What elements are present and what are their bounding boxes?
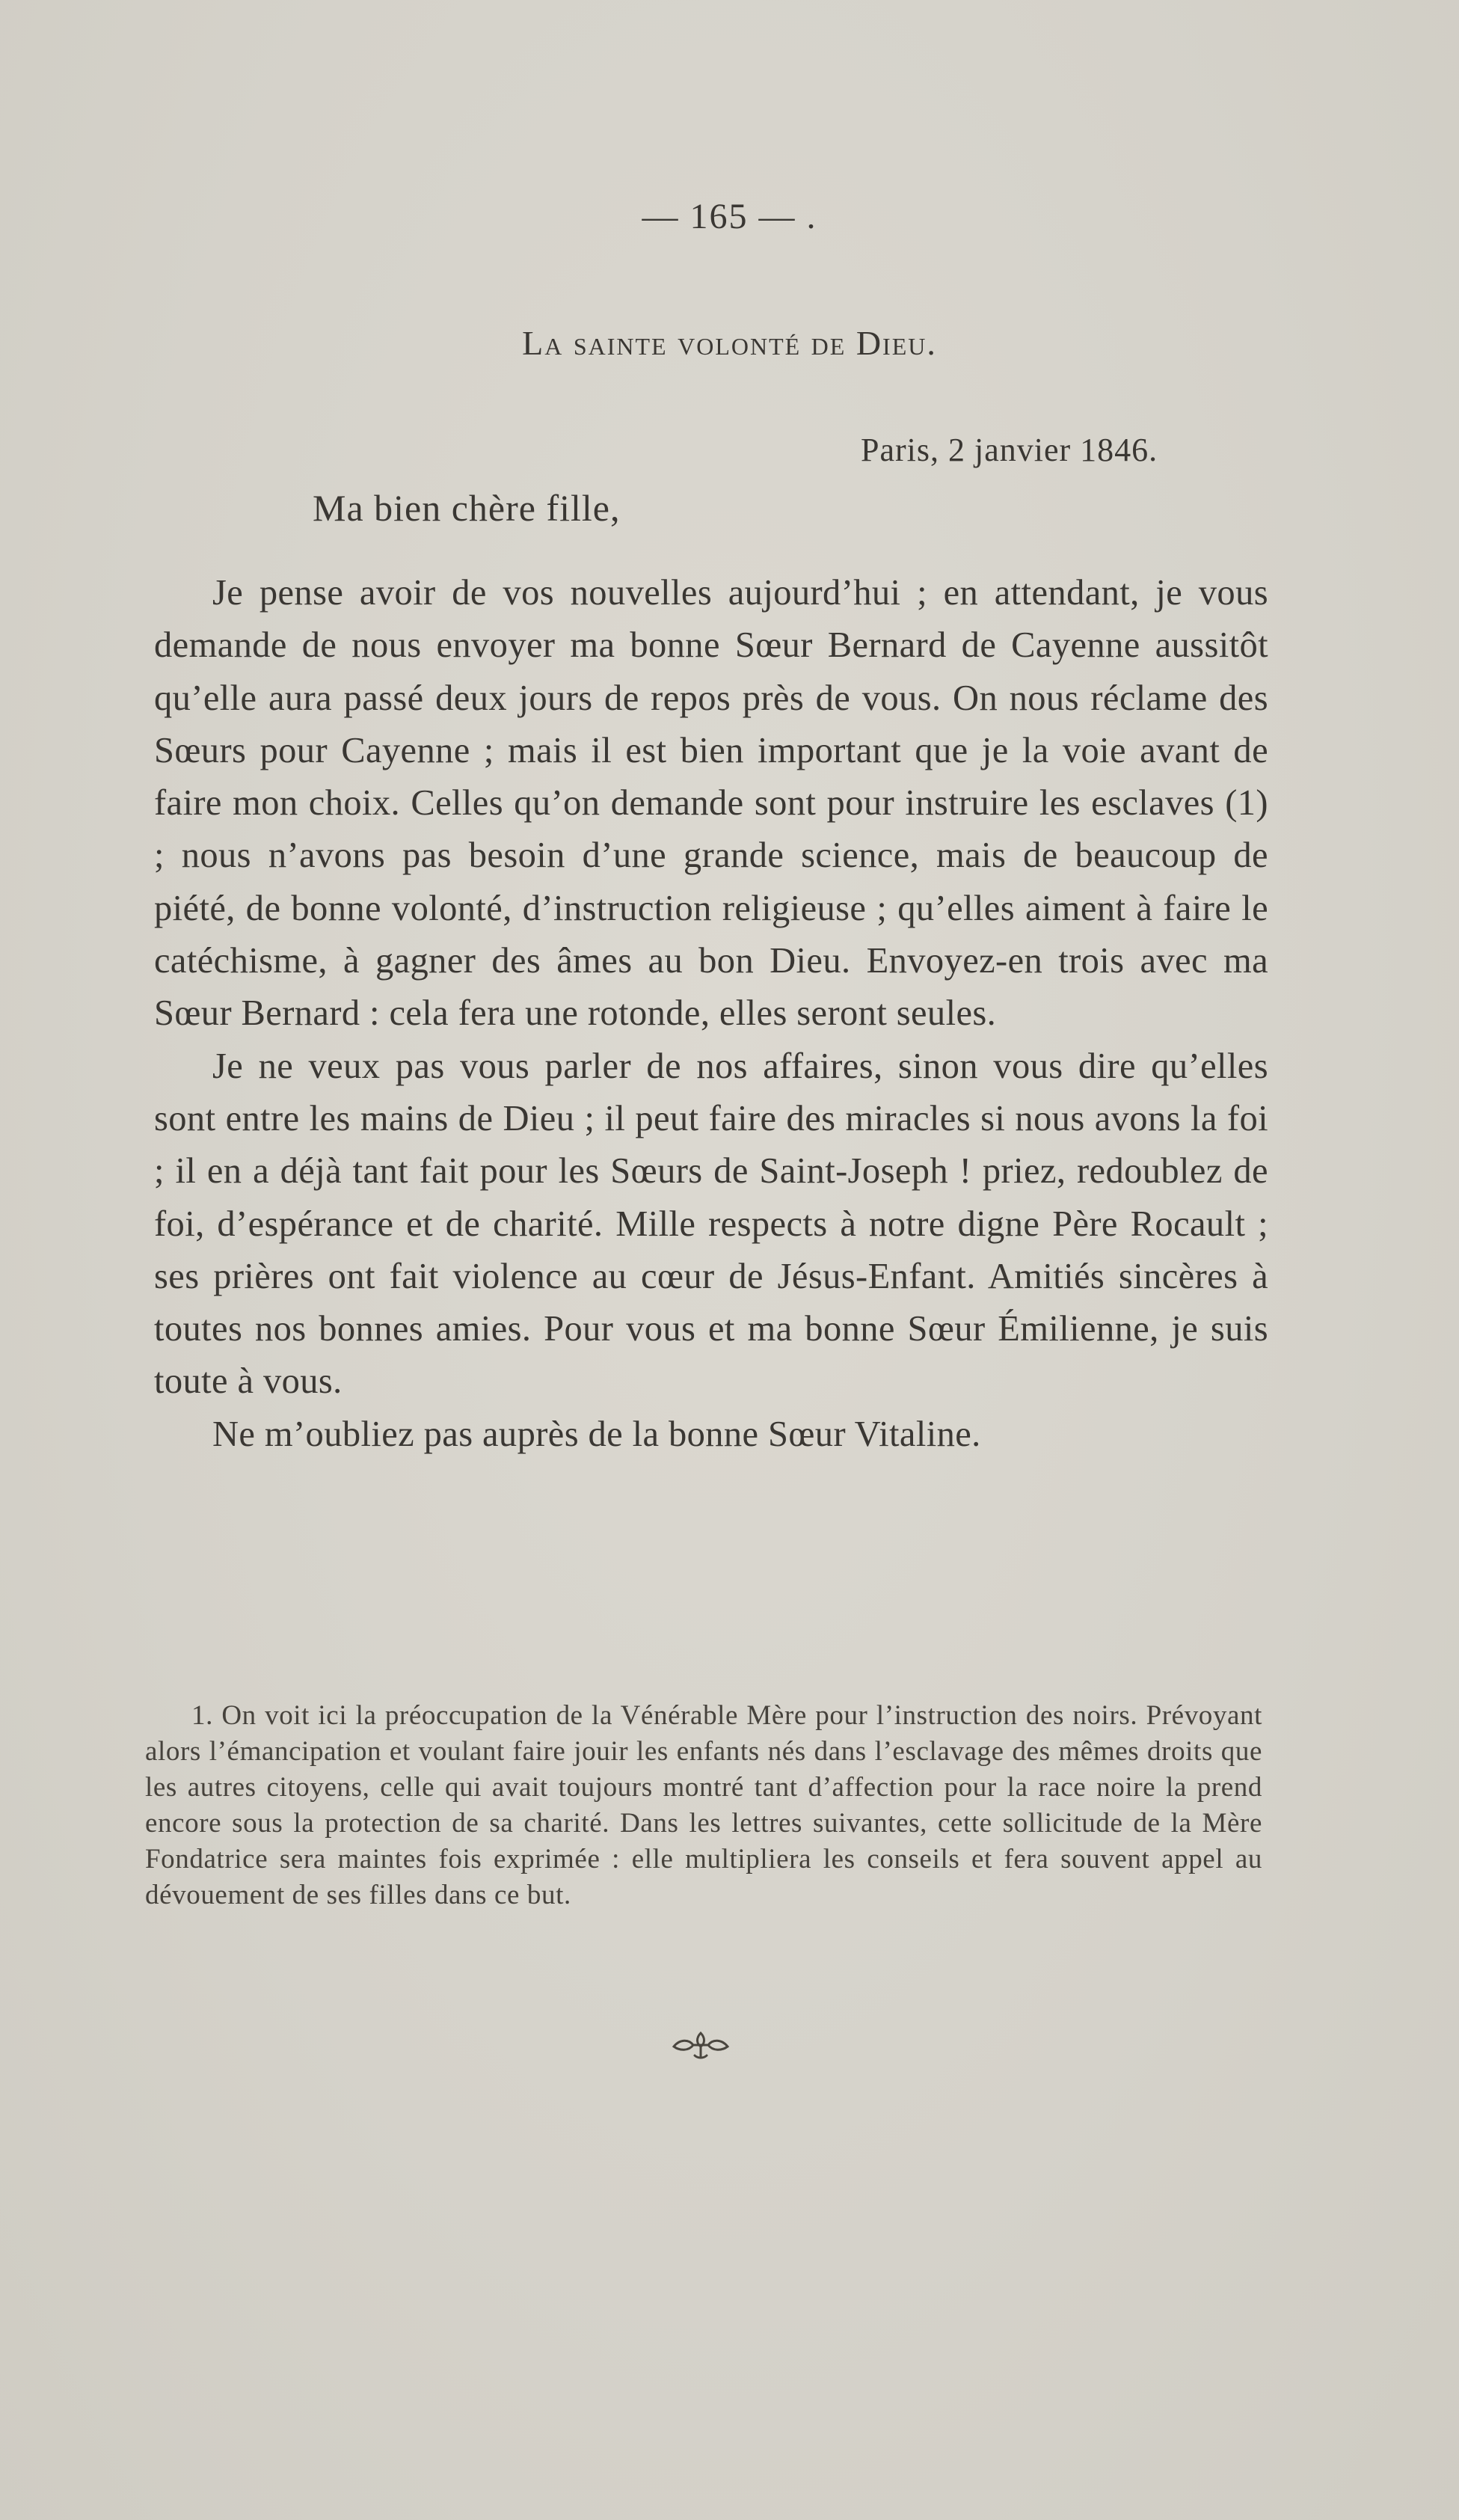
salutation: Ma bien chère fille, [313,487,621,529]
fleuron-icon [669,2029,732,2061]
paragraph-3: Ne m’oubliez pas auprès de la bonne Sœur Vitaline. [212,1414,981,1454]
letter-title: La sainte volonté de Dieu. [522,324,937,362]
page-number: — 165 — . [642,197,817,236]
dateline: Paris, 2 janvier 1846. [861,432,1158,468]
paragraph-2: Je ne veux pas vous parler de nos affaires, sinon vous dire qu’elles sont entre les mains de Dieu ; il peut faire des miracles si nous avons la foi ; il en a déjà tant fait pour les Sœurs de Saint-Joseph ! priez, redoublez de foi, d’espérance et de charité. Mille respects à notre digne Père Rocault ; ses prières ont fait violence au cœur de Jésus-Enfant. Amitiés sincères à toutes nos bonnes amies. Pour vous et ma bonne Sœur Émilienne, je suis toute à vous. [154,1046,1268,1402]
letter-body [154,567,1268,1461]
paragraph-1: Je pense avoir de vos nouvelles aujourd’hui ; en attendant, je vous demande de nous envoyer ma bonne Sœur Bernard de Cayenne aussitôt qu’elle aura passé deux jours de repos près de vous. On nous réclame des Sœurs pour Cayenne ; mais il est bien important que je la voie avant de faire mon choix. Celles qu’on demande sont pour instruire les esclaves (1) ; nous n’avons pas besoin d’une grande science, mais de beaucoup de piété, de bonne volonté, d’instruction religieuse ; qu’elles aiment à faire le catéchisme, à gagner des âmes au bon Dieu. Envoyez-en trois avec ma Sœur Bernard : cela fera une rotonde, elles seront seules. [154,573,1268,1034]
footnote: 1. On voit ici la préoccupation de la Vénérable Mère pour l’instruction des noirs. Prévoyant alors l’émancipation et voulant faire jouir les enfants nés dans l’esclavage des mêmes droits que les autres citoyens, celle qui avait toujours montré tant d’affection pour la race noire la prend encore sous la protection de sa charité. Dans les lettres suivantes, cette sollicitude de la Mère Fondatrice sera maintes fois exprimée : elle multipliera les conseils et fera souvent appel au dévouement de ses filles dans ce but. [145,1700,1262,1910]
